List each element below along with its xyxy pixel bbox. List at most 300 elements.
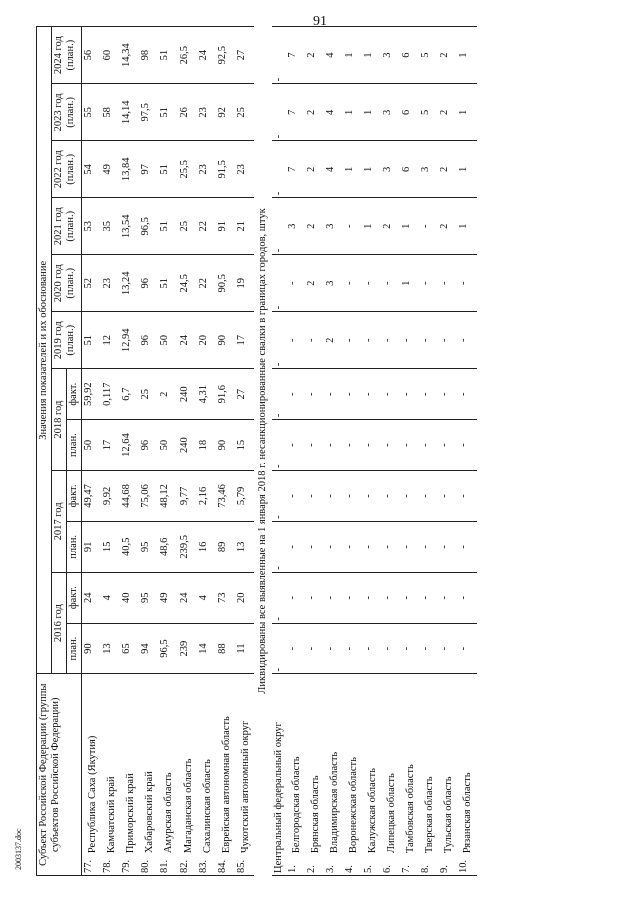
value-cell: 25: [139, 369, 158, 420]
value-cell: 17: [235, 312, 254, 369]
value-cell: 3: [381, 84, 400, 141]
value-cell: 40,5: [120, 521, 139, 572]
table-row: [158, 27, 177, 876]
value-cell: 96: [139, 312, 158, 369]
value-cell: -: [305, 312, 324, 369]
value-cell: -: [438, 623, 457, 674]
value-cell: -: [343, 623, 362, 674]
value-cell: 6: [400, 141, 419, 198]
value-cell: 90,5: [216, 255, 235, 312]
value-cell: -: [419, 312, 438, 369]
value-cell: -: [305, 623, 324, 674]
value-cell: -: [400, 420, 419, 471]
value-cell: 13,24: [120, 255, 139, 312]
row-number: 80.: [139, 855, 158, 875]
value-cell: 26,5: [178, 27, 197, 84]
value-cell: 91: [216, 198, 235, 255]
value-cell: -: [362, 572, 381, 623]
value-cell: 2: [305, 255, 324, 312]
row-number: 85.: [235, 855, 254, 875]
header-2017-plan: план.: [67, 521, 82, 572]
table-body-top: [82, 27, 254, 876]
header-2016: 2016 год: [52, 572, 67, 674]
value-cell: -: [438, 369, 457, 420]
value-cell: -: [343, 369, 362, 420]
value-cell: 2,16: [197, 471, 216, 522]
value-cell: 51: [158, 27, 177, 84]
district-value-cell: -: [272, 312, 286, 369]
value-cell: 49: [158, 572, 177, 623]
value-cell: -: [362, 420, 381, 471]
value-cell: -: [381, 471, 400, 522]
value-cell: 1: [362, 198, 381, 255]
value-cell: 2: [381, 198, 400, 255]
value-cell: -: [381, 521, 400, 572]
value-cell: -: [286, 521, 305, 572]
value-cell: 4: [324, 27, 343, 84]
table-row: [178, 27, 197, 876]
row-number: 79.: [120, 855, 139, 875]
value-cell: 6,7: [120, 369, 139, 420]
value-cell: 75,06: [139, 471, 158, 522]
value-cell: -: [286, 255, 305, 312]
value-cell: -: [324, 572, 343, 623]
value-cell: -: [343, 420, 362, 471]
value-cell: -: [381, 420, 400, 471]
value-cell: 1: [457, 84, 476, 141]
region-name: Магаданская область: [178, 674, 197, 855]
value-cell: -: [305, 369, 324, 420]
value-cell: 4: [101, 572, 120, 623]
value-cell: 24: [178, 572, 197, 623]
table-row: [82, 27, 102, 876]
value-cell: 50: [82, 420, 102, 471]
region-name: Амурская область: [158, 674, 177, 855]
row-number: 7.: [400, 855, 419, 875]
region-name: Воронежская область: [343, 674, 362, 855]
value-cell: -: [286, 312, 305, 369]
value-cell: 96,5: [139, 198, 158, 255]
row-number: 2.: [305, 855, 324, 875]
value-cell: 26: [178, 84, 197, 141]
district-value-cell: -: [272, 521, 286, 572]
row-number: 3.: [324, 855, 343, 875]
header-2018: 2018 год: [52, 369, 67, 471]
header-2022: 2022 год (план.): [52, 141, 82, 198]
value-cell: 91,5: [216, 141, 235, 198]
value-cell: -: [324, 369, 343, 420]
value-cell: 25: [235, 84, 254, 141]
row-number: 5.: [362, 855, 381, 875]
value-cell: 53: [82, 198, 102, 255]
value-cell: -: [286, 420, 305, 471]
row-number: 8.: [419, 855, 438, 875]
value-cell: -: [400, 572, 419, 623]
value-cell: 14: [197, 623, 216, 674]
value-cell: -: [362, 369, 381, 420]
value-cell: 9,92: [101, 471, 120, 522]
table-row: [197, 27, 216, 876]
value-cell: 3: [324, 198, 343, 255]
value-cell: -: [438, 420, 457, 471]
region-name: Белгородская область: [286, 674, 305, 855]
value-cell: 94: [139, 623, 158, 674]
header-2017-fact: факт.: [67, 471, 82, 522]
row-number: 78.: [101, 855, 120, 875]
value-cell: 2: [324, 312, 343, 369]
value-cell: -: [400, 521, 419, 572]
district-value-cell: -: [272, 623, 286, 674]
value-cell: 1: [457, 198, 476, 255]
value-cell: 48,12: [158, 471, 177, 522]
value-cell: 239: [178, 623, 197, 674]
value-cell: 23: [235, 141, 254, 198]
value-cell: -: [343, 198, 362, 255]
value-cell: 13,84: [120, 141, 139, 198]
value-cell: 91,6: [216, 369, 235, 420]
table-row: [457, 27, 476, 876]
value-cell: 7: [286, 141, 305, 198]
table-row: [120, 27, 139, 876]
section-block: [254, 27, 286, 876]
header-2018-fact: факт.: [67, 369, 82, 420]
value-cell: 6: [400, 84, 419, 141]
value-cell: 1: [362, 84, 381, 141]
value-cell: 97,5: [139, 84, 158, 141]
district-value-cell: -: [272, 198, 286, 255]
value-cell: -: [419, 521, 438, 572]
value-cell: 51: [158, 84, 177, 141]
value-cell: 50: [158, 420, 177, 471]
value-cell: 240: [178, 369, 197, 420]
value-cell: 24,5: [178, 255, 197, 312]
value-cell: -: [381, 255, 400, 312]
value-cell: 9,77: [178, 471, 197, 522]
value-cell: -: [381, 572, 400, 623]
value-cell: 12,94: [120, 312, 139, 369]
value-cell: -: [381, 369, 400, 420]
row-number: 84.: [216, 855, 235, 875]
value-cell: -: [381, 623, 400, 674]
value-cell: -: [381, 312, 400, 369]
value-cell: 89: [216, 521, 235, 572]
value-cell: 73,46: [216, 471, 235, 522]
value-cell: 2: [158, 369, 177, 420]
value-cell: 49: [101, 141, 120, 198]
district-value-cell: -: [272, 27, 286, 84]
value-cell: 56: [82, 27, 102, 84]
district-value-cell: -: [272, 471, 286, 522]
row-number: 1.: [286, 855, 305, 875]
header-2016-fact: факт.: [67, 572, 82, 623]
value-cell: -: [419, 255, 438, 312]
header-values: Значения показателей и их обоснование: [37, 27, 52, 675]
value-cell: 16: [197, 521, 216, 572]
value-cell: 40: [120, 572, 139, 623]
table-row: [216, 27, 235, 876]
region-name: Тульская область: [438, 674, 457, 855]
row-number: 4.: [343, 855, 362, 875]
value-cell: 239,5: [178, 521, 197, 572]
value-cell: 55: [82, 84, 102, 141]
value-cell: 88: [216, 623, 235, 674]
value-cell: -: [362, 521, 381, 572]
region-name: Рязанская область: [457, 674, 476, 855]
header-2016-plan: план.: [67, 623, 82, 674]
footer-filename: 2003137.doc: [14, 828, 23, 870]
value-cell: 2: [305, 84, 324, 141]
value-cell: -: [400, 369, 419, 420]
value-cell: 96,5: [158, 623, 177, 674]
value-cell: 35: [101, 198, 120, 255]
value-cell: 25,5: [178, 141, 197, 198]
value-cell: -: [343, 471, 362, 522]
value-cell: 52: [82, 255, 102, 312]
value-cell: -: [305, 521, 324, 572]
value-cell: 7: [286, 84, 305, 141]
value-cell: 54: [82, 141, 102, 198]
table-row: [381, 27, 400, 876]
value-cell: 95: [139, 572, 158, 623]
value-cell: -: [305, 572, 324, 623]
value-cell: 3: [324, 255, 343, 312]
value-cell: 20: [197, 312, 216, 369]
value-cell: 90: [216, 420, 235, 471]
section-row: [254, 27, 272, 876]
value-cell: -: [343, 521, 362, 572]
value-cell: 48,6: [158, 521, 177, 572]
value-cell: 12,64: [120, 420, 139, 471]
row-number: 82.: [178, 855, 197, 875]
value-cell: 4: [324, 141, 343, 198]
value-cell: 51: [158, 255, 177, 312]
value-cell: -: [324, 471, 343, 522]
value-cell: -: [305, 471, 324, 522]
value-cell: 1: [457, 141, 476, 198]
value-cell: 14,14: [120, 84, 139, 141]
value-cell: 97: [139, 141, 158, 198]
table-row: [324, 27, 343, 876]
table-header: [37, 27, 82, 876]
value-cell: 13: [101, 623, 120, 674]
value-cell: -: [324, 521, 343, 572]
indicators-table: [36, 26, 477, 876]
value-cell: 24: [178, 312, 197, 369]
table-row: [101, 27, 120, 876]
value-cell: -: [362, 312, 381, 369]
value-cell: 25: [178, 198, 197, 255]
value-cell: -: [400, 471, 419, 522]
value-cell: 49,47: [82, 471, 102, 522]
row-number: 10.: [457, 855, 476, 875]
value-cell: -: [324, 623, 343, 674]
table-body-bottom: [286, 27, 477, 876]
value-cell: -: [286, 471, 305, 522]
value-cell: 3: [381, 141, 400, 198]
value-cell: -: [438, 521, 457, 572]
rotated-table-container: [36, 26, 616, 876]
value-cell: 24: [82, 572, 102, 623]
value-cell: 2: [305, 27, 324, 84]
value-cell: 6: [400, 27, 419, 84]
row-number: 83.: [197, 855, 216, 875]
value-cell: -: [438, 471, 457, 522]
value-cell: -: [457, 572, 476, 623]
region-name: Республика Саха (Якутия): [82, 674, 102, 855]
header-2024: 2024 год (план.): [52, 27, 82, 84]
value-cell: 59,92: [82, 369, 102, 420]
value-cell: -: [400, 312, 419, 369]
value-cell: -: [343, 255, 362, 312]
value-cell: -: [438, 312, 457, 369]
value-cell: 2: [305, 141, 324, 198]
value-cell: -: [419, 471, 438, 522]
value-cell: -: [438, 255, 457, 312]
header-subject: Субъект Российской Федерации (группы субъектов Российской Федерации): [37, 674, 82, 876]
value-cell: 24: [197, 27, 216, 84]
value-cell: 23: [101, 255, 120, 312]
value-cell: 13: [235, 521, 254, 572]
region-name: Чукотский автономный округ: [235, 674, 254, 855]
value-cell: 22: [197, 198, 216, 255]
value-cell: 3: [286, 198, 305, 255]
value-cell: 2: [438, 27, 457, 84]
header-2021: 2021 год (план.): [52, 198, 82, 255]
value-cell: 4,31: [197, 369, 216, 420]
table-row: [139, 27, 158, 876]
value-cell: -: [305, 420, 324, 471]
value-cell: 4: [324, 84, 343, 141]
value-cell: 27: [235, 27, 254, 84]
value-cell: 19: [235, 255, 254, 312]
region-name: Приморский край: [120, 674, 139, 855]
value-cell: 2: [438, 84, 457, 141]
region-name: Калужская область: [362, 674, 381, 855]
value-cell: 50: [158, 312, 177, 369]
value-cell: 44,68: [120, 471, 139, 522]
value-cell: -: [362, 255, 381, 312]
value-cell: 23: [197, 84, 216, 141]
region-name: Хабаровский край: [139, 674, 158, 855]
value-cell: 22: [197, 255, 216, 312]
header-2017: 2017 год: [52, 471, 67, 573]
value-cell: 15: [235, 420, 254, 471]
value-cell: -: [362, 623, 381, 674]
value-cell: -: [457, 471, 476, 522]
value-cell: 20: [235, 572, 254, 623]
row-number: 6.: [381, 855, 400, 875]
value-cell: 14,34: [120, 27, 139, 84]
value-cell: -: [457, 369, 476, 420]
value-cell: 7: [286, 27, 305, 84]
region-name: Тверская область: [419, 674, 438, 855]
value-cell: 5: [419, 27, 438, 84]
value-cell: 1: [343, 27, 362, 84]
value-cell: 51: [82, 312, 102, 369]
value-cell: 1: [400, 255, 419, 312]
header-2019: 2019 год (план.): [52, 312, 82, 369]
value-cell: 2: [438, 198, 457, 255]
value-cell: -: [457, 255, 476, 312]
value-cell: 240: [178, 420, 197, 471]
value-cell: 96: [139, 255, 158, 312]
value-cell: 1: [343, 141, 362, 198]
value-cell: -: [343, 312, 362, 369]
value-cell: 1: [343, 84, 362, 141]
value-cell: -: [286, 572, 305, 623]
table-row: [400, 27, 419, 876]
value-cell: -: [419, 420, 438, 471]
district-row: [272, 27, 286, 876]
value-cell: 92: [216, 84, 235, 141]
value-cell: 5,79: [235, 471, 254, 522]
value-cell: -: [457, 623, 476, 674]
value-cell: -: [400, 623, 419, 674]
value-cell: 92,5: [216, 27, 235, 84]
region-name: Владимирская область: [324, 674, 343, 855]
value-cell: 65: [120, 623, 139, 674]
value-cell: 3: [381, 27, 400, 84]
value-cell: 51: [158, 141, 177, 198]
value-cell: -: [286, 623, 305, 674]
region-name: Камчатский край: [101, 674, 120, 855]
value-cell: 90: [216, 312, 235, 369]
district-value-cell: -: [272, 141, 286, 198]
header-2023: 2023 год (план.): [52, 84, 82, 141]
table-row: [343, 27, 362, 876]
value-cell: 60: [101, 27, 120, 84]
table-row: [419, 27, 438, 876]
value-cell: 12: [101, 312, 120, 369]
row-number: 9.: [438, 855, 457, 875]
value-cell: -: [419, 198, 438, 255]
value-cell: 27: [235, 369, 254, 420]
value-cell: 1: [362, 141, 381, 198]
value-cell: 58: [101, 84, 120, 141]
region-name: Брянская область: [305, 674, 324, 855]
table-row: [438, 27, 457, 876]
table-row: [362, 27, 381, 876]
value-cell: 2: [438, 141, 457, 198]
value-cell: 23: [197, 141, 216, 198]
district-value-cell: -: [272, 369, 286, 420]
value-cell: 95: [139, 521, 158, 572]
value-cell: 4: [197, 572, 216, 623]
value-cell: 98: [139, 27, 158, 84]
value-cell: 0,117: [101, 369, 120, 420]
page-number: 91: [313, 14, 327, 29]
table-row: [286, 27, 305, 876]
value-cell: 5: [419, 84, 438, 141]
district-value-cell: -: [272, 255, 286, 312]
region-name: Сахалинская область: [197, 674, 216, 855]
table-row: [305, 27, 324, 876]
value-cell: -: [324, 420, 343, 471]
value-cell: 1: [457, 27, 476, 84]
region-name: Тамбовская область: [400, 674, 419, 855]
value-cell: 11: [235, 623, 254, 674]
district-value-cell: -: [272, 84, 286, 141]
table-row: [235, 27, 254, 876]
value-cell: 15: [101, 521, 120, 572]
value-cell: -: [286, 369, 305, 420]
value-cell: 13,54: [120, 198, 139, 255]
region-name: Еврейская автономная область: [216, 674, 235, 855]
value-cell: -: [343, 572, 362, 623]
value-cell: 18: [197, 420, 216, 471]
row-number: 77.: [82, 855, 102, 875]
district-value-cell: -: [272, 420, 286, 471]
